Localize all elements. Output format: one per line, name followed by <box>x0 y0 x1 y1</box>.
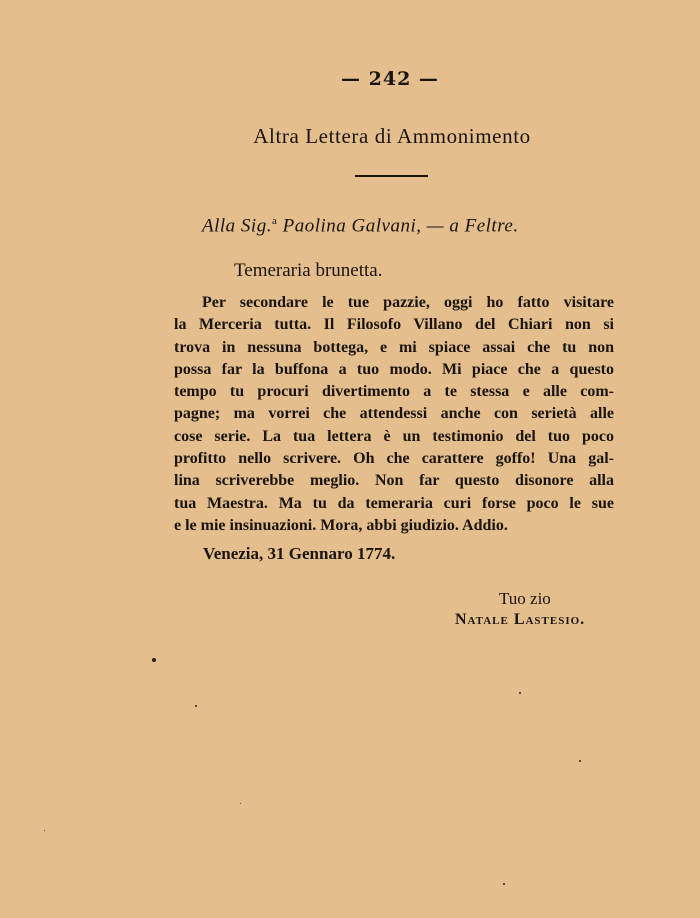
paper-speck <box>503 883 505 885</box>
paper-speck <box>240 803 241 804</box>
letter-address <box>202 215 519 237</box>
body-line: trova in nessuna bottega, e mi spiace assai che tu non <box>174 338 614 356</box>
address-salutation: Alla Sig. <box>202 215 272 237</box>
paper-speck <box>579 760 581 762</box>
body-line: tua Maestra. Ma tu da temeraria curi forse poco le sue <box>174 494 614 512</box>
letter-greeting: Temeraria brunetta. <box>234 260 383 281</box>
paper-speck <box>195 705 197 707</box>
body-line: profitto nello scrivere. Oh che carattere goffo! Una gal- <box>174 450 614 468</box>
page-number: — 242 — <box>341 68 439 90</box>
letter-title: Altra Lettera di Ammonimento <box>253 124 531 148</box>
paper-speck <box>519 692 521 694</box>
body-line: pagne; ma vorrei che attendessi anche con serietà alle <box>174 405 614 423</box>
paper-speck <box>44 830 45 831</box>
body-line: possa far la buffona a tuo modo. Mi piace che a questo <box>174 360 614 378</box>
body-line: lina scriverebbe meglio. Non far questo disonore alla <box>174 472 614 490</box>
body-line: cose serie. La tua lettera è un testimonio del tuo poco <box>174 427 614 445</box>
letter-closing: Tuo zio <box>499 589 551 608</box>
body-line: e le mie insinuazioni. Mora, abbi giudizio. Addio. <box>174 516 508 534</box>
address-superscript: a <box>271 215 278 227</box>
address-recipient: Paolina Galvani, — a Feltre. <box>277 215 519 237</box>
paper-speck <box>152 658 156 662</box>
body-line: Per secondare le tue pazzie, oggi ho fatto visitare <box>202 294 614 311</box>
letter-body <box>174 292 614 537</box>
letter-dateline: Venezia, 31 Gennaro 1774. <box>203 544 396 563</box>
body-line: la Merceria tutta. Il Filosofo Villano del Chiari non si <box>174 316 614 334</box>
body-line: tempo tu procuri divertimento a te stessa e alle com- <box>174 383 614 401</box>
title-divider <box>355 175 428 177</box>
letter-signature: Natale Lastesio. <box>455 611 586 628</box>
